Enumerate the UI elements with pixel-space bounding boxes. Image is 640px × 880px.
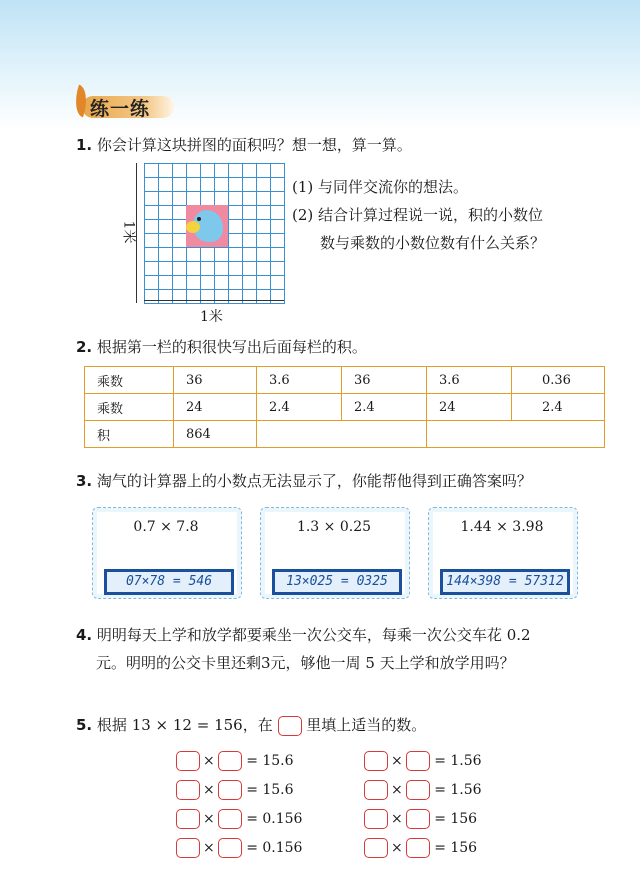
blank-input[interactable] [218,780,242,800]
table-cell: 2.4 [342,394,427,421]
equation-row [364,750,482,772]
times-sign: × [391,811,403,827]
times-sign: × [203,782,215,798]
q2-number: 2. [76,338,93,356]
table-cell: 24 [174,394,257,421]
q2-text: 根据第一栏的积很快写出后面每栏的积。 [96,338,367,356]
blank-input[interactable] [364,809,388,829]
answer-cell[interactable] [257,421,427,448]
q3-heading [76,470,532,492]
blank-input[interactable] [218,751,242,771]
table-row [85,421,605,448]
equation-row [176,779,294,801]
times-sign: × [203,811,215,827]
table-row [85,367,605,394]
table-cell: 积 [85,421,174,448]
equation-row [176,750,294,772]
width-dimension-line [144,300,284,301]
section-title-badge [76,92,172,120]
blank-input[interactable] [176,780,200,800]
calculator-display: 144×398 = 57312 [440,569,570,595]
table-cell: 乘数 [85,367,174,394]
calculator-card [92,507,242,599]
q5-heading [76,714,426,736]
equation-result: = 156 [434,840,478,856]
equation-result: = 15.6 [246,753,294,769]
equation-row [364,808,477,830]
table-cell: 24 [427,394,512,421]
calculator-expression: 0.7 × 7.8 [133,519,199,535]
q5-text-after: 里填上适当的数。 [306,716,427,734]
q3-number: 3. [76,472,93,490]
equation-result: = 0.156 [246,811,303,827]
table-cell: 0.36 [512,367,605,394]
equation-result: = 1.56 [434,753,482,769]
calculator-expression: 1.44 × 3.98 [460,519,544,535]
equation-result: = 156 [434,811,478,827]
table-cell: 36 [342,367,427,394]
q1-text: 你会计算这块拼图的面积吗？想一想，算一算。 [96,136,412,154]
equation-row [176,808,302,830]
blank-input[interactable] [406,838,430,858]
q1-heading [76,134,412,156]
calculator-card [428,507,578,599]
blank-input[interactable] [218,838,242,858]
equation-result: = 0.156 [246,840,303,856]
q1-sub2-line2: 数与乘数的小数位数有什么关系？ [320,234,546,252]
table-cell: 36 [174,367,257,394]
q1-sub1: (1) 与同伴交流你的想法。 [292,178,469,196]
table-cell: 2.4 [257,394,342,421]
width-label: 1米 [200,309,223,325]
calculator-display: 07×78 = 546 [104,569,234,595]
equation-result: = 15.6 [246,782,294,798]
q1-number: 1. [76,136,93,154]
puzzle-eye [197,217,201,221]
times-sign: × [391,753,403,769]
blank-box-icon [278,716,302,736]
puzzle-yellow-shape [186,221,200,233]
blank-input[interactable] [176,751,200,771]
height-label: 1米 [120,220,137,244]
q1-sub2-line1: (2) 结合计算过程说一说，积的小数位 [292,206,544,224]
puzzle-piece [186,205,228,247]
blank-input[interactable] [364,751,388,771]
times-sign: × [391,840,403,856]
equation-row [364,837,477,859]
calculator-card [260,507,410,599]
q4-line1 [76,624,531,646]
blank-input[interactable] [406,780,430,800]
product-table [84,366,605,448]
blank-input[interactable] [406,809,430,829]
blank-input[interactable] [364,780,388,800]
answer-cell[interactable] [427,421,605,448]
blank-input[interactable] [176,838,200,858]
q4-text-line2: 元。明明的公交卡里还剩3元，够他一周 5 天上学和放学用吗？ [96,654,515,672]
q4-text-line1: 明明每天上学和放学都要乘坐一次公交车，每乘一次公交车花 0.2 [96,626,531,644]
q2-heading [76,336,367,358]
calculator-display: 13×025 = 0325 [272,569,402,595]
q3-text: 淘气的计算器上的小数点无法显示了，你能帮他得到正确答案吗？ [96,472,532,490]
calculator-expression: 1.3 × 0.25 [296,519,372,535]
table-row [85,394,605,421]
table-cell: 2.4 [512,394,605,421]
times-sign: × [203,840,215,856]
times-sign: × [391,782,403,798]
times-sign: × [203,753,215,769]
section-title: 练一练 [90,98,151,120]
q5-number: 5. [76,716,93,734]
table-cell: 乘数 [85,394,174,421]
equation-result: = 1.56 [434,782,482,798]
blank-input[interactable] [218,809,242,829]
table-cell: 3.6 [257,367,342,394]
equation-row [176,837,302,859]
equation-row [364,779,482,801]
table-cell: 864 [174,421,257,448]
table-cell: 3.6 [427,367,512,394]
blank-input[interactable] [364,838,388,858]
q4-number: 4. [76,626,93,644]
q5-text-before: 根据 13 × 12 = 156，在 [96,716,273,734]
blank-input[interactable] [406,751,430,771]
blank-input[interactable] [176,809,200,829]
